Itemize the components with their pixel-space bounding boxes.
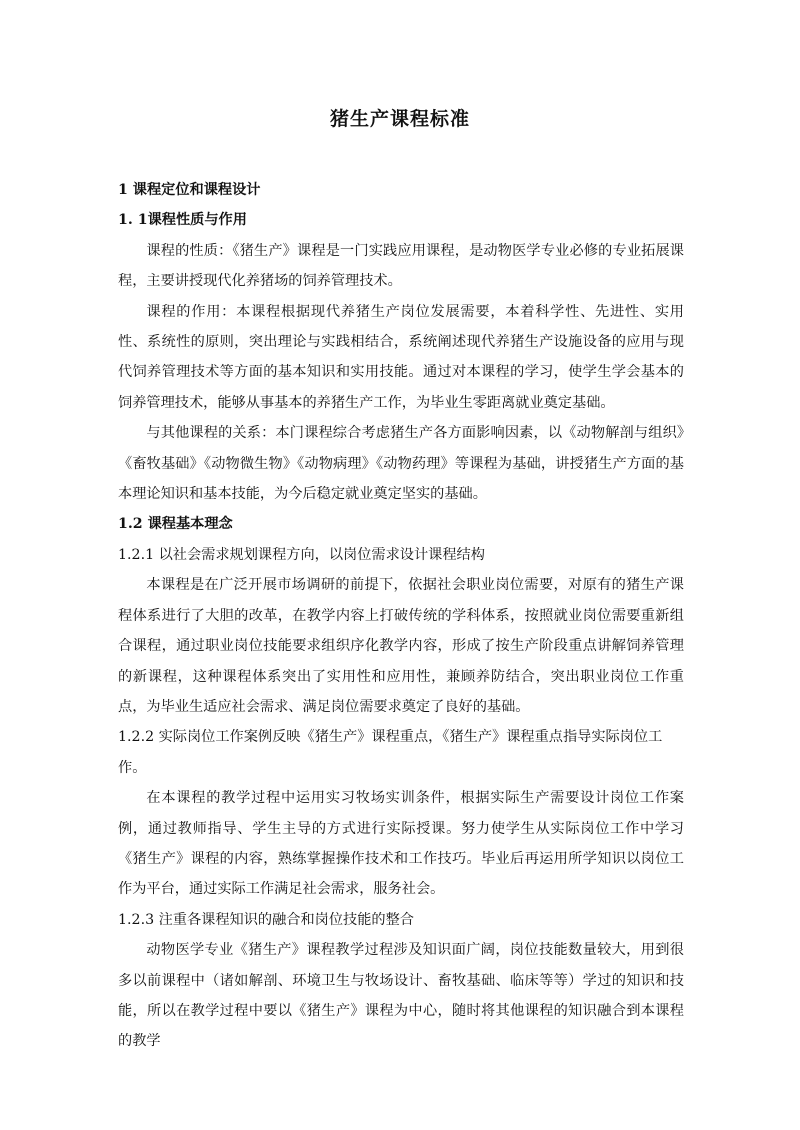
subsection-heading-1-2-3: 1.2.3 注重各课程知识的融合和岗位技能的整合: [118, 911, 414, 928]
paragraph-course-nature: 课程的性质：《猪生产》课程是一门实践应用课程，是动物医学专业必修的专业拓展课程，主要讲授现代化养猪场的饲养管理技术。: [118, 242, 684, 290]
paragraph-1-2-3: 动物医学专业《猪生产》课程教学过程涉及知识面广阔，岗位技能数量较大，用到很多以前课程中（诸如解剖、环境卫生与牧场设计、畜牧基础、临床等等）学过的知识和技能，所以在教学过程中要以《猪生产》课程为中心，随时将其他课程的知识融合到本课程的教学: [118, 942, 684, 1050]
paragraph-1-2-2: 在本课程的教学过程中运用实习牧场实训条件，根据实际生产需要设计岗位工作案例，通过教师指导、学生主导的方式进行实际授课。努力使学生从实际岗位工作中学习《猪生产》课程的内容，熟练掌握操作技术和工作技巧。毕业后再运用所学知识以岗位工作为平台，通过实际工作满足社会需求，服务社会。: [118, 790, 684, 898]
section-heading-1: 1 课程定位和课程设计: [118, 182, 261, 198]
paragraph-course-relation: 与其他课程的关系：本门课程综合考虑猪生产各方面影响因素，以《动物解剖与组织》《畜牧基础》《动物微生物》《动物病理》《动物药理》等课程为基础，讲授猪生产方面的基本理论知识和基本技能，为今后稳定就业奠定坚实的基础。: [118, 425, 684, 503]
section-heading-1-1: 1. 1课程性质与作用: [118, 212, 247, 229]
document-title: 猪生产课程标准: [329, 108, 470, 130]
paragraph-course-role: 课程的作用：本课程根据现代养猪生产岗位发展需要，本着科学性、先进性、实用性、系统性的原则，突出理论与实践相结合，系统阐述现代养猪生产设施设备的应用与现代饲养管理技术等方面的基本知识和实用技能。通过对本课程的学习，使学生学会基本的饲养管理技术，能够从事基本的养猪生产工作，为毕业生零距离就业奠定基础。: [118, 303, 684, 411]
paragraph-1-2-1: 本课程是在广泛开展市场调研的前提下，依据社会职业岗位需要，对原有的猪生产课程体系进行了大胆的改革，在教学内容上打破传统的学科体系，按照就业岗位需要重新组合课程，通过职业岗位技能要求组织序化教学内容，形成了按生产阶段重点讲解饲养管理的新课程，这种课程体系突出了实用性和应用性，兼顾养防结合，突出职业岗位工作重点，为毕业生适应社会需求、满足岗位需要求奠定了良好的基础。: [118, 577, 684, 715]
document-body: [118, 175, 684, 1057]
section-heading-1-2: 1.2 课程基本理念: [118, 516, 233, 533]
subsection-heading-1-2-2: 1.2.2 实际岗位工作案例反映《猪生产》课程重点，《猪生产》课程重点指导实际岗位工作。: [118, 729, 663, 776]
subsection-heading-1-2-1: 1.2.1 以社会需求规划课程方向，以岗位需求设计课程结构: [118, 546, 485, 563]
